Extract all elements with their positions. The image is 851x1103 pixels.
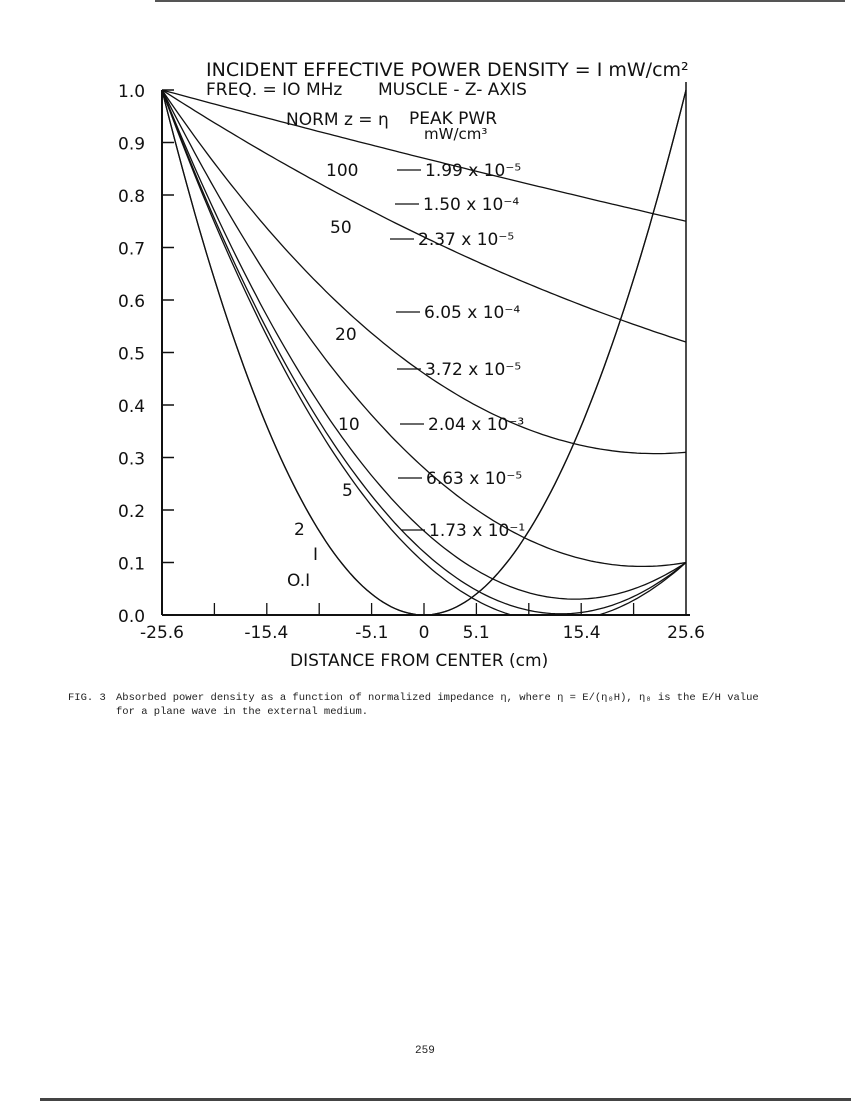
chart-title-line-3: MUSCLE - Z- AXIS [378,80,527,100]
caption-text: Absorbed power density as a function of normalized impedance η, where η = E/(η₀H), η₀ is the E/H value for a plane wave in the external medium. [116,692,759,718]
page-bottom-rule [40,1098,851,1101]
peak-power-label: 6.05 x 10⁻⁴ [424,303,521,323]
y-tick-label: 0.2 [118,502,146,522]
curve-unlabeled [162,90,686,615]
peak-power-label: 2.04 x 10⁻³ [428,415,525,435]
peak-power-label: 3.72 x 10⁻⁵ [425,360,522,380]
y-tick-label: 0.5 [118,344,146,365]
legend-peak-unit: mW/cm³ [424,125,488,143]
peak-power-label: 1.99 x 10⁻⁵ [425,161,522,181]
curve-5 [162,90,686,599]
caption-label: FIG. 3 [68,692,106,704]
y-tick-label: 0.1 [118,554,146,575]
series-label: O.I [287,571,311,591]
y-tick-label: 0.9 [118,134,146,155]
series-label: 10 [338,415,360,435]
page-number: 259 [415,1045,435,1057]
curve-OI [162,90,686,615]
x-axis-label: DISTANCE FROM CENTER (cm) [290,651,549,671]
chart-title-line-1: INCIDENT EFFECTIVE POWER DENSITY = I mW/cm² [206,59,689,81]
y-tick-label: 1.0 [118,82,146,102]
series-label: 50 [330,218,352,238]
series-label: 20 [335,325,357,345]
y-tick-label: 0.7 [118,239,146,260]
chart-annotations [287,161,525,591]
series-label: 100 [326,161,359,181]
x-tick-label: -25.6 [140,623,184,643]
x-tick-label: 25.6 [667,623,705,643]
x-ticks [140,603,705,643]
curve-20 [162,90,686,454]
y-ticks [118,82,174,627]
y-tick-label: 0.3 [118,449,146,470]
y-tick-label: 0.4 [118,397,146,417]
y-tick-label: 0.0 [118,607,146,627]
figure-caption [68,691,768,719]
x-tick-label: 15.4 [562,623,601,643]
peak-power-label: 2.37 x 10⁻⁵ [418,230,515,250]
peak-power-label: 6.63 x 10⁻⁵ [426,469,523,489]
series-label: I [313,545,319,565]
curve-10 [162,90,686,566]
legend-norm-header: NORM z = η [286,110,389,130]
chart-curves [162,90,686,615]
series-label: 5 [342,481,353,501]
curve-2 [162,90,686,614]
chart-title-line-2: FREQ. = IO MHz [206,80,343,100]
legend-peak-header: PEAK PWR [409,109,498,129]
curve-I [162,90,686,615]
y-tick-label: 0.8 [118,187,146,207]
peak-power-label: 1.50 x 10⁻⁴ [423,195,520,215]
y-tick-label: 0.6 [118,292,146,312]
peak-power-label: 1.73 x 10⁻¹ [429,521,526,541]
x-tick-label: -15.4 [244,623,289,643]
x-tick-label: 0 [418,623,430,643]
x-tick-label: -5.1 [355,623,389,643]
series-label: 2 [294,520,305,540]
x-tick-label: 5.1 [462,623,490,643]
